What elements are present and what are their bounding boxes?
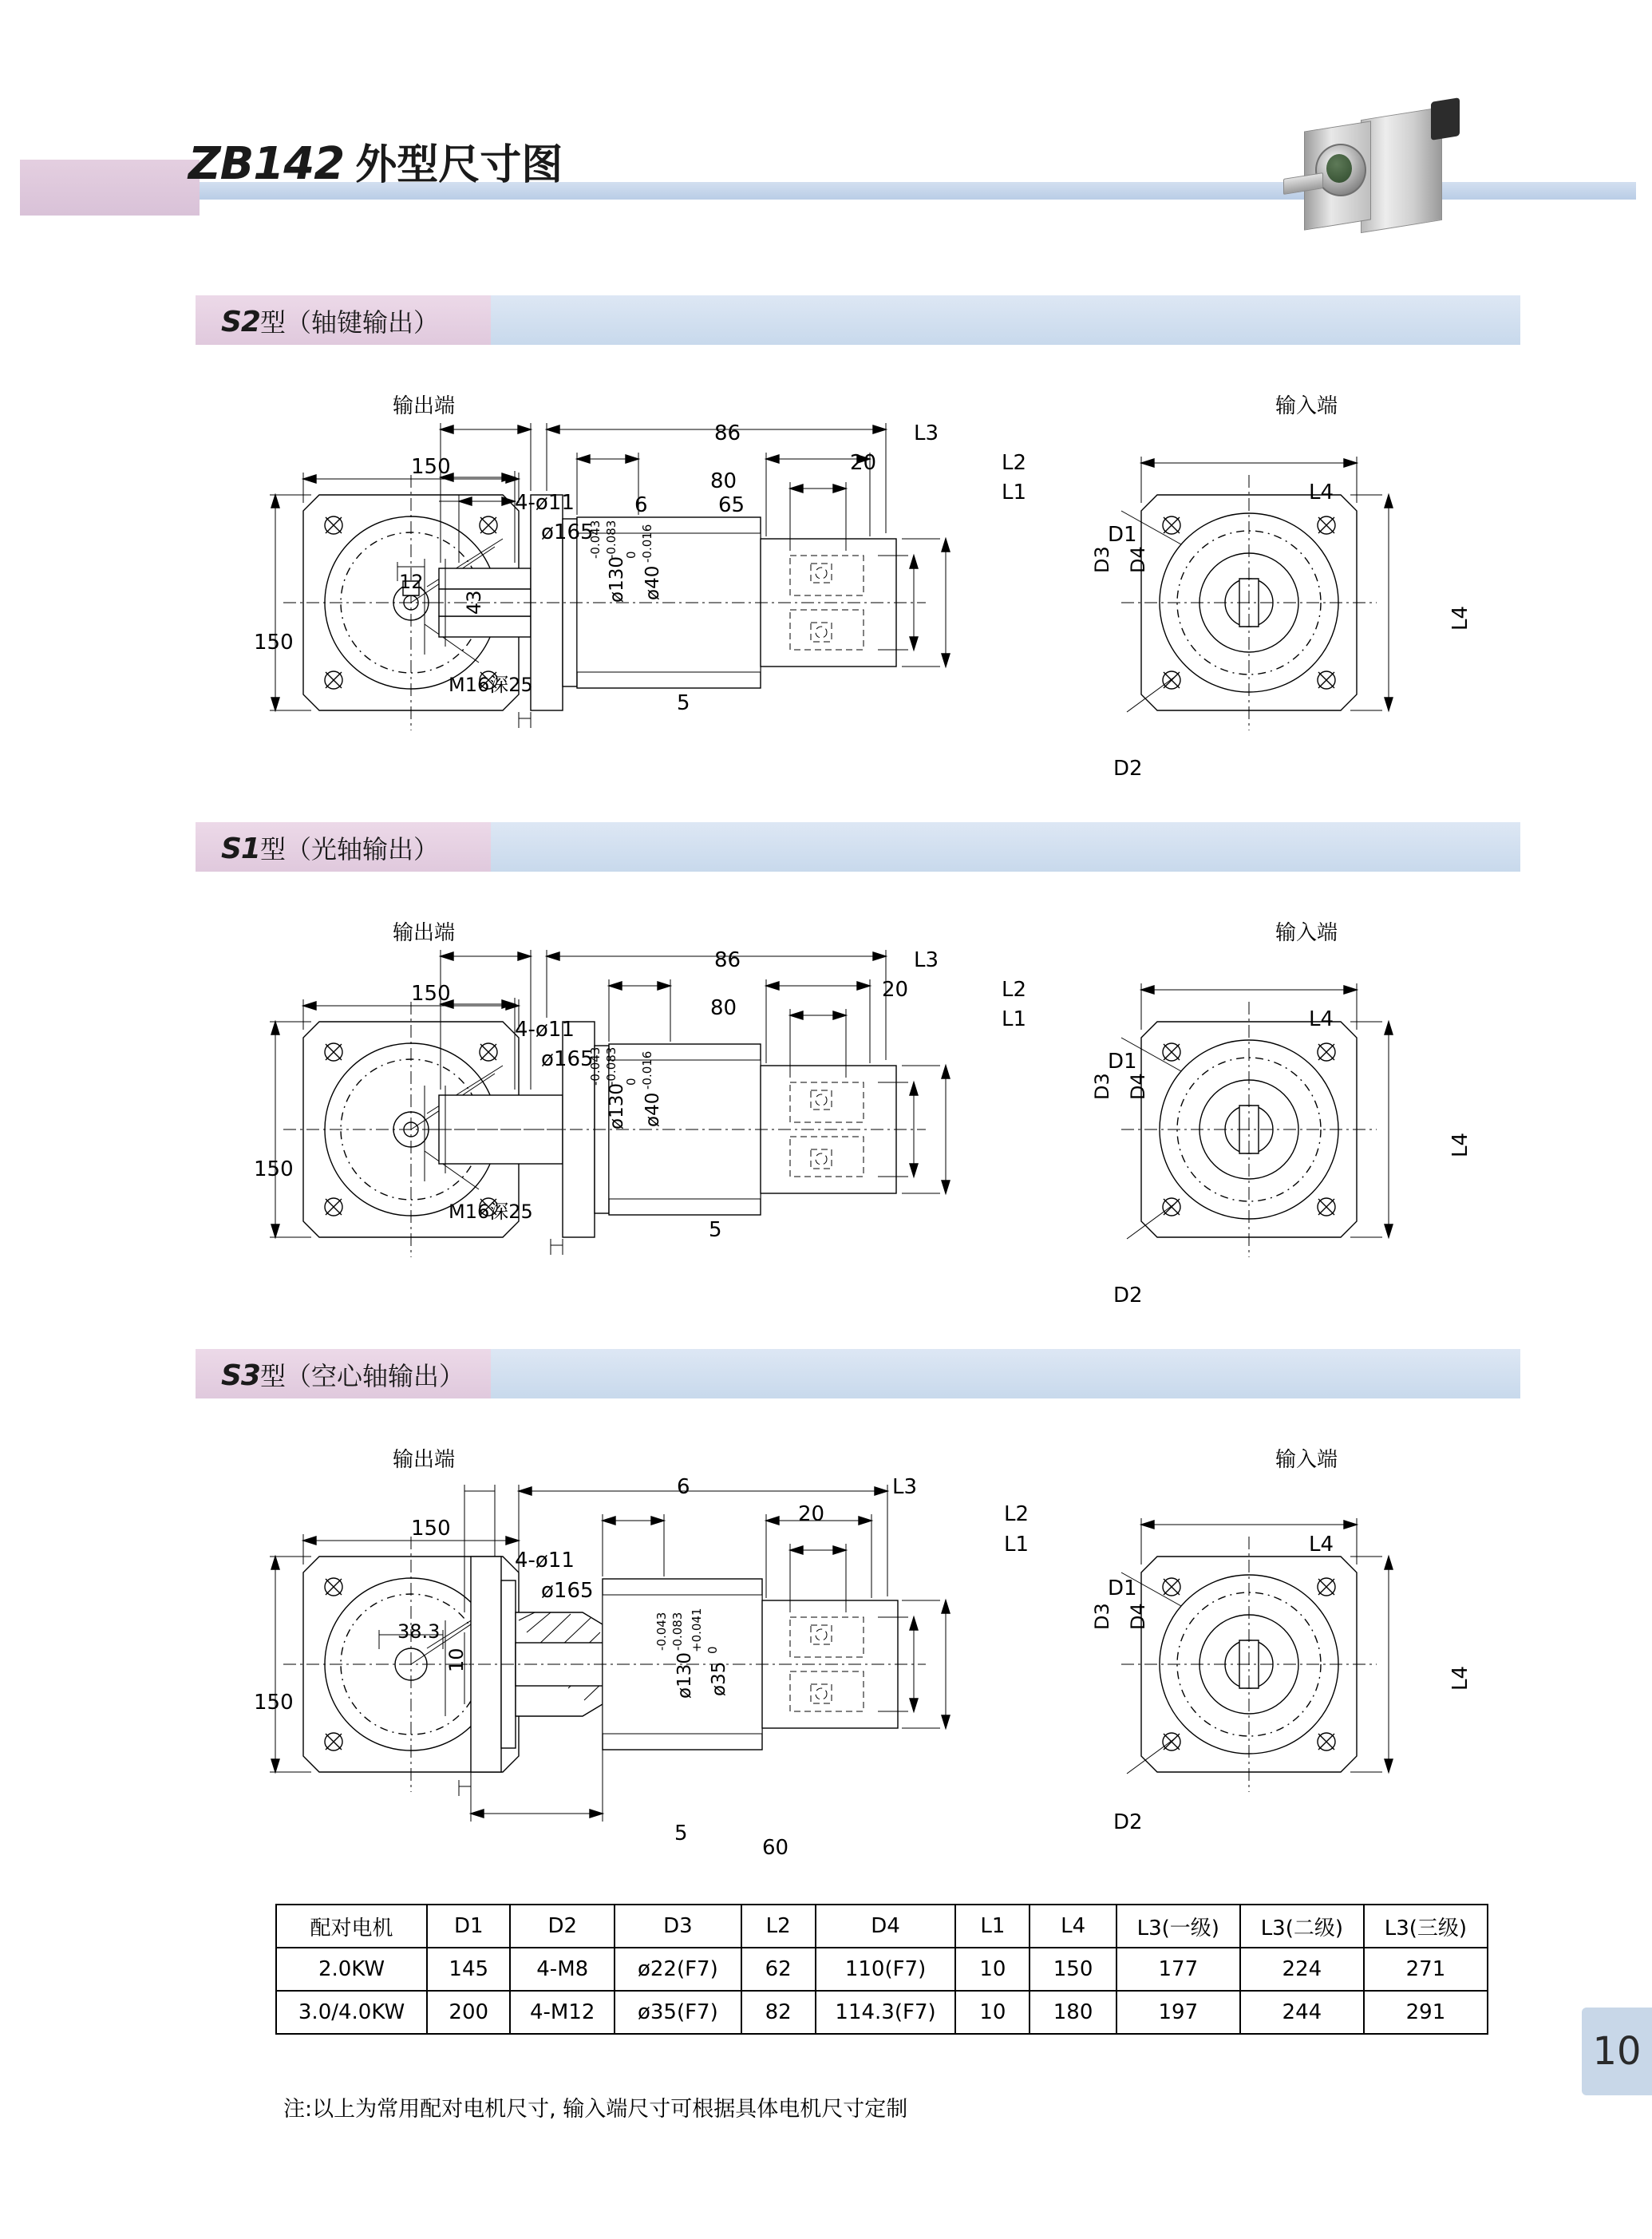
- s1-shaft-tol-dn: -0.016: [640, 1050, 654, 1090]
- th-d2: D2: [510, 1905, 615, 1948]
- s2-input-view: [1121, 457, 1393, 730]
- page-title-model: ZB142: [188, 138, 345, 190]
- section-blue-block-s2: [491, 295, 1520, 345]
- s2-D2: D2: [1113, 757, 1143, 781]
- header-accent-bar-pink: [20, 160, 200, 216]
- s1-input-view: [1121, 983, 1393, 1257]
- section-header-s1: [196, 822, 1520, 872]
- section-desc-s3: 型（空心轴输出）: [259, 1361, 464, 1391]
- s1-dim-80: 80: [710, 996, 737, 1020]
- s3-dim-5: 5: [674, 1822, 688, 1845]
- cell-l3-3: 291: [1364, 1991, 1488, 2034]
- s2-D1: D1: [1108, 523, 1137, 547]
- s3-dim-6: 6: [677, 1475, 690, 1499]
- cell-d2: 4-M8: [510, 1948, 615, 1991]
- cell-l2: 82: [741, 1991, 816, 2034]
- page-title-text: 外型尺寸图: [355, 141, 563, 189]
- s2-L3: L3: [914, 421, 939, 445]
- motor-body-shape: [1361, 107, 1442, 233]
- s3-key-width-label: 38.3: [397, 1620, 441, 1643]
- s3-bore-dia: ø35: [709, 1661, 729, 1696]
- th-l1: L1: [955, 1905, 1030, 1948]
- s2-dim-20: 20: [850, 451, 877, 475]
- s3-D3: D3: [1091, 1603, 1113, 1630]
- s2-pilot-dia: ø130: [607, 556, 627, 603]
- section-blue-block-s3: [491, 1349, 1520, 1398]
- s1-dim-150-left: 150: [254, 1157, 294, 1181]
- th-l2: L2: [741, 1905, 816, 1948]
- s2-dim-5: 5: [677, 691, 690, 715]
- table-row: [276, 1948, 1488, 1991]
- s3-dim-60: 60: [762, 1836, 789, 1860]
- s2-dim-65: 65: [718, 493, 745, 517]
- table-note: 注:以上为常用配对电机尺寸, 输入端尺寸可根据具体电机尺寸定制: [283, 2097, 908, 2122]
- s1-pilot-dia: ø130: [607, 1083, 627, 1129]
- s2-dim-80: 80: [710, 469, 737, 493]
- s3-holes-label: 4-ø11: [515, 1549, 575, 1572]
- s3-bore-tol-dn: 0: [705, 1646, 720, 1654]
- s3-dim-150-left: 150: [254, 1691, 294, 1715]
- section-code-s3: S3: [221, 1359, 260, 1392]
- s1-thread-label: M16深25: [449, 1201, 533, 1223]
- s3-pilot-tol-up: -0.043: [654, 1612, 669, 1651]
- th-d1: D1: [427, 1905, 510, 1948]
- cell-d3: ø22(F7): [615, 1948, 741, 1991]
- s2-shaft-dia: ø40: [642, 565, 663, 600]
- s1-shaft-tol-up: 0: [624, 1078, 638, 1086]
- s3-side-view: [445, 1485, 950, 1822]
- s2-pilot-tol-up: -0.043: [588, 520, 603, 559]
- s2-dim-150-left: 150: [254, 631, 294, 655]
- cell-l2: 62: [741, 1948, 816, 1991]
- cell-l4: 180: [1030, 1991, 1116, 2034]
- cell-d3: ø35(F7): [615, 1991, 741, 2034]
- s1-pcd-label: ø165: [541, 1047, 594, 1071]
- table-header-row: [276, 1905, 1488, 1948]
- s1-D1: D1: [1108, 1050, 1137, 1074]
- s2-thread-label: M16深25: [449, 674, 533, 696]
- s3-D4: D4: [1127, 1603, 1149, 1630]
- s2-output-end-label: 输出端: [393, 394, 456, 418]
- motor-cap-shape: [1431, 97, 1460, 140]
- spec-table: [275, 1904, 1488, 2035]
- section-label-s1: [221, 829, 439, 866]
- s2-L4-top: L4: [1309, 481, 1334, 504]
- s3-input-view: [1121, 1518, 1393, 1792]
- cell-l3-2: 244: [1240, 1991, 1364, 2034]
- th-l3-2: L3(二级): [1240, 1905, 1364, 1948]
- s3-L2: L2: [1004, 1502, 1030, 1526]
- s2-pcd-label: ø165: [541, 520, 594, 544]
- s1-D3: D3: [1091, 1073, 1113, 1100]
- page-number-badge: 10: [1582, 2008, 1652, 2095]
- s3-pilot-dia: ø130: [674, 1652, 695, 1699]
- th-l4: L4: [1030, 1905, 1116, 1948]
- s2-dim-6: 6: [634, 493, 648, 517]
- s1-L1: L1: [1002, 1007, 1027, 1031]
- cell-d1: 200: [427, 1991, 510, 2034]
- s3-L3: L3: [892, 1475, 918, 1499]
- s1-L2: L2: [1002, 978, 1027, 1002]
- cell-d4: 110(F7): [816, 1948, 956, 1991]
- section-code-s1: S1: [221, 833, 260, 865]
- th-motor: 配对电机: [276, 1905, 427, 1948]
- s1-shaft-dia: ø40: [642, 1092, 663, 1127]
- s1-pilot-tol-up: -0.043: [588, 1046, 603, 1086]
- s2-L2: L2: [1002, 451, 1027, 475]
- s2-key-depth-label: 43: [463, 590, 485, 615]
- cell-l4: 150: [1030, 1948, 1116, 1991]
- cell-d4: 114.3(F7): [816, 1991, 956, 2034]
- section-desc-s2: 型（轴键输出）: [259, 307, 439, 338]
- spec-table-wrap: [275, 1904, 1488, 2035]
- s1-output-end-label: 输出端: [393, 921, 456, 945]
- s3-dim-20: 20: [798, 1502, 825, 1526]
- s2-dim-150-top: 150: [411, 455, 451, 479]
- table-row: [276, 1991, 1488, 2034]
- cell-l3-1: 177: [1116, 1948, 1240, 1991]
- s2-D3: D3: [1091, 546, 1113, 573]
- cell-l3-1: 197: [1116, 1991, 1240, 2034]
- s1-dim-150-top: 150: [411, 982, 451, 1006]
- section-label-s2: [221, 303, 439, 339]
- s3-output-end-label: 输出端: [393, 1448, 456, 1472]
- s3-L4-top: L4: [1309, 1533, 1334, 1557]
- s1-L4-top: L4: [1309, 1007, 1334, 1031]
- s3-dim-150-top: 150: [411, 1517, 451, 1541]
- s1-pilot-tol-dn: -0.083: [604, 1046, 619, 1086]
- s1-D2: D2: [1113, 1284, 1143, 1307]
- section-header-s3: [196, 1349, 1520, 1398]
- page-title: [188, 138, 563, 190]
- s2-shaft-tol-dn: -0.016: [640, 524, 654, 563]
- s2-key-width-label: 12: [399, 571, 424, 593]
- s1-input-end-label: 输入端: [1275, 921, 1338, 945]
- s1-D4: D4: [1127, 1073, 1149, 1100]
- cell-motor: 3.0/4.0KW: [276, 1991, 427, 2034]
- s1-L4-right: L4: [1448, 1132, 1472, 1157]
- cell-d1: 145: [427, 1948, 510, 1991]
- s3-input-end-label: 输入端: [1275, 1448, 1338, 1472]
- s1-holes-label: 4-ø11: [515, 1018, 575, 1042]
- s2-L4-right: L4: [1448, 605, 1472, 631]
- s2-pilot-tol-dn: -0.083: [604, 520, 619, 559]
- s3-L1: L1: [1004, 1533, 1030, 1557]
- s2-holes-label: 4-ø11: [515, 491, 575, 515]
- s2-dim-86: 86: [714, 421, 741, 445]
- section-label-s3: [221, 1356, 464, 1393]
- section-code-s2: S2: [221, 306, 260, 338]
- s2-input-end-label: 输入端: [1275, 394, 1338, 418]
- s1-dim-5: 5: [709, 1218, 722, 1242]
- s3-bore-tol-up: +0.041: [690, 1608, 704, 1652]
- cell-l1: 10: [955, 1991, 1030, 2034]
- s2-L1: L1: [1002, 481, 1027, 504]
- s3-L4-right: L4: [1448, 1665, 1472, 1691]
- s2-D4: D4: [1127, 546, 1149, 573]
- cell-l3-3: 271: [1364, 1948, 1488, 1991]
- cell-l1: 10: [955, 1948, 1030, 1991]
- th-d4: D4: [816, 1905, 956, 1948]
- s2-shaft-tol-up: 0: [624, 551, 638, 559]
- s3-D1: D1: [1108, 1576, 1137, 1600]
- s1-dim-86: 86: [714, 948, 741, 972]
- s3-D2: D2: [1113, 1810, 1143, 1834]
- th-l3-1: L3(一级): [1116, 1905, 1240, 1948]
- s3-pcd-label: ø165: [541, 1579, 594, 1603]
- cell-motor: 2.0KW: [276, 1948, 427, 1991]
- s1-dim-20: 20: [882, 978, 909, 1002]
- s1-L3: L3: [914, 948, 939, 972]
- s3-key-depth-label: 10: [445, 1648, 468, 1672]
- section-header-s2: [196, 295, 1520, 345]
- section-desc-s1: 型（光轴输出）: [259, 834, 439, 864]
- drawing-s3: [239, 1453, 1596, 1852]
- section-blue-block-s1: [491, 822, 1520, 872]
- th-l3-3: L3(三级): [1364, 1905, 1488, 1948]
- motor-ring-inner-shape: [1326, 154, 1352, 183]
- th-d3: D3: [615, 1905, 741, 1948]
- s3-pilot-tol-dn: -0.083: [670, 1612, 685, 1651]
- cell-d2: 4-M12: [510, 1991, 615, 2034]
- product-photo: [1277, 96, 1460, 243]
- cell-l3-2: 224: [1240, 1948, 1364, 1991]
